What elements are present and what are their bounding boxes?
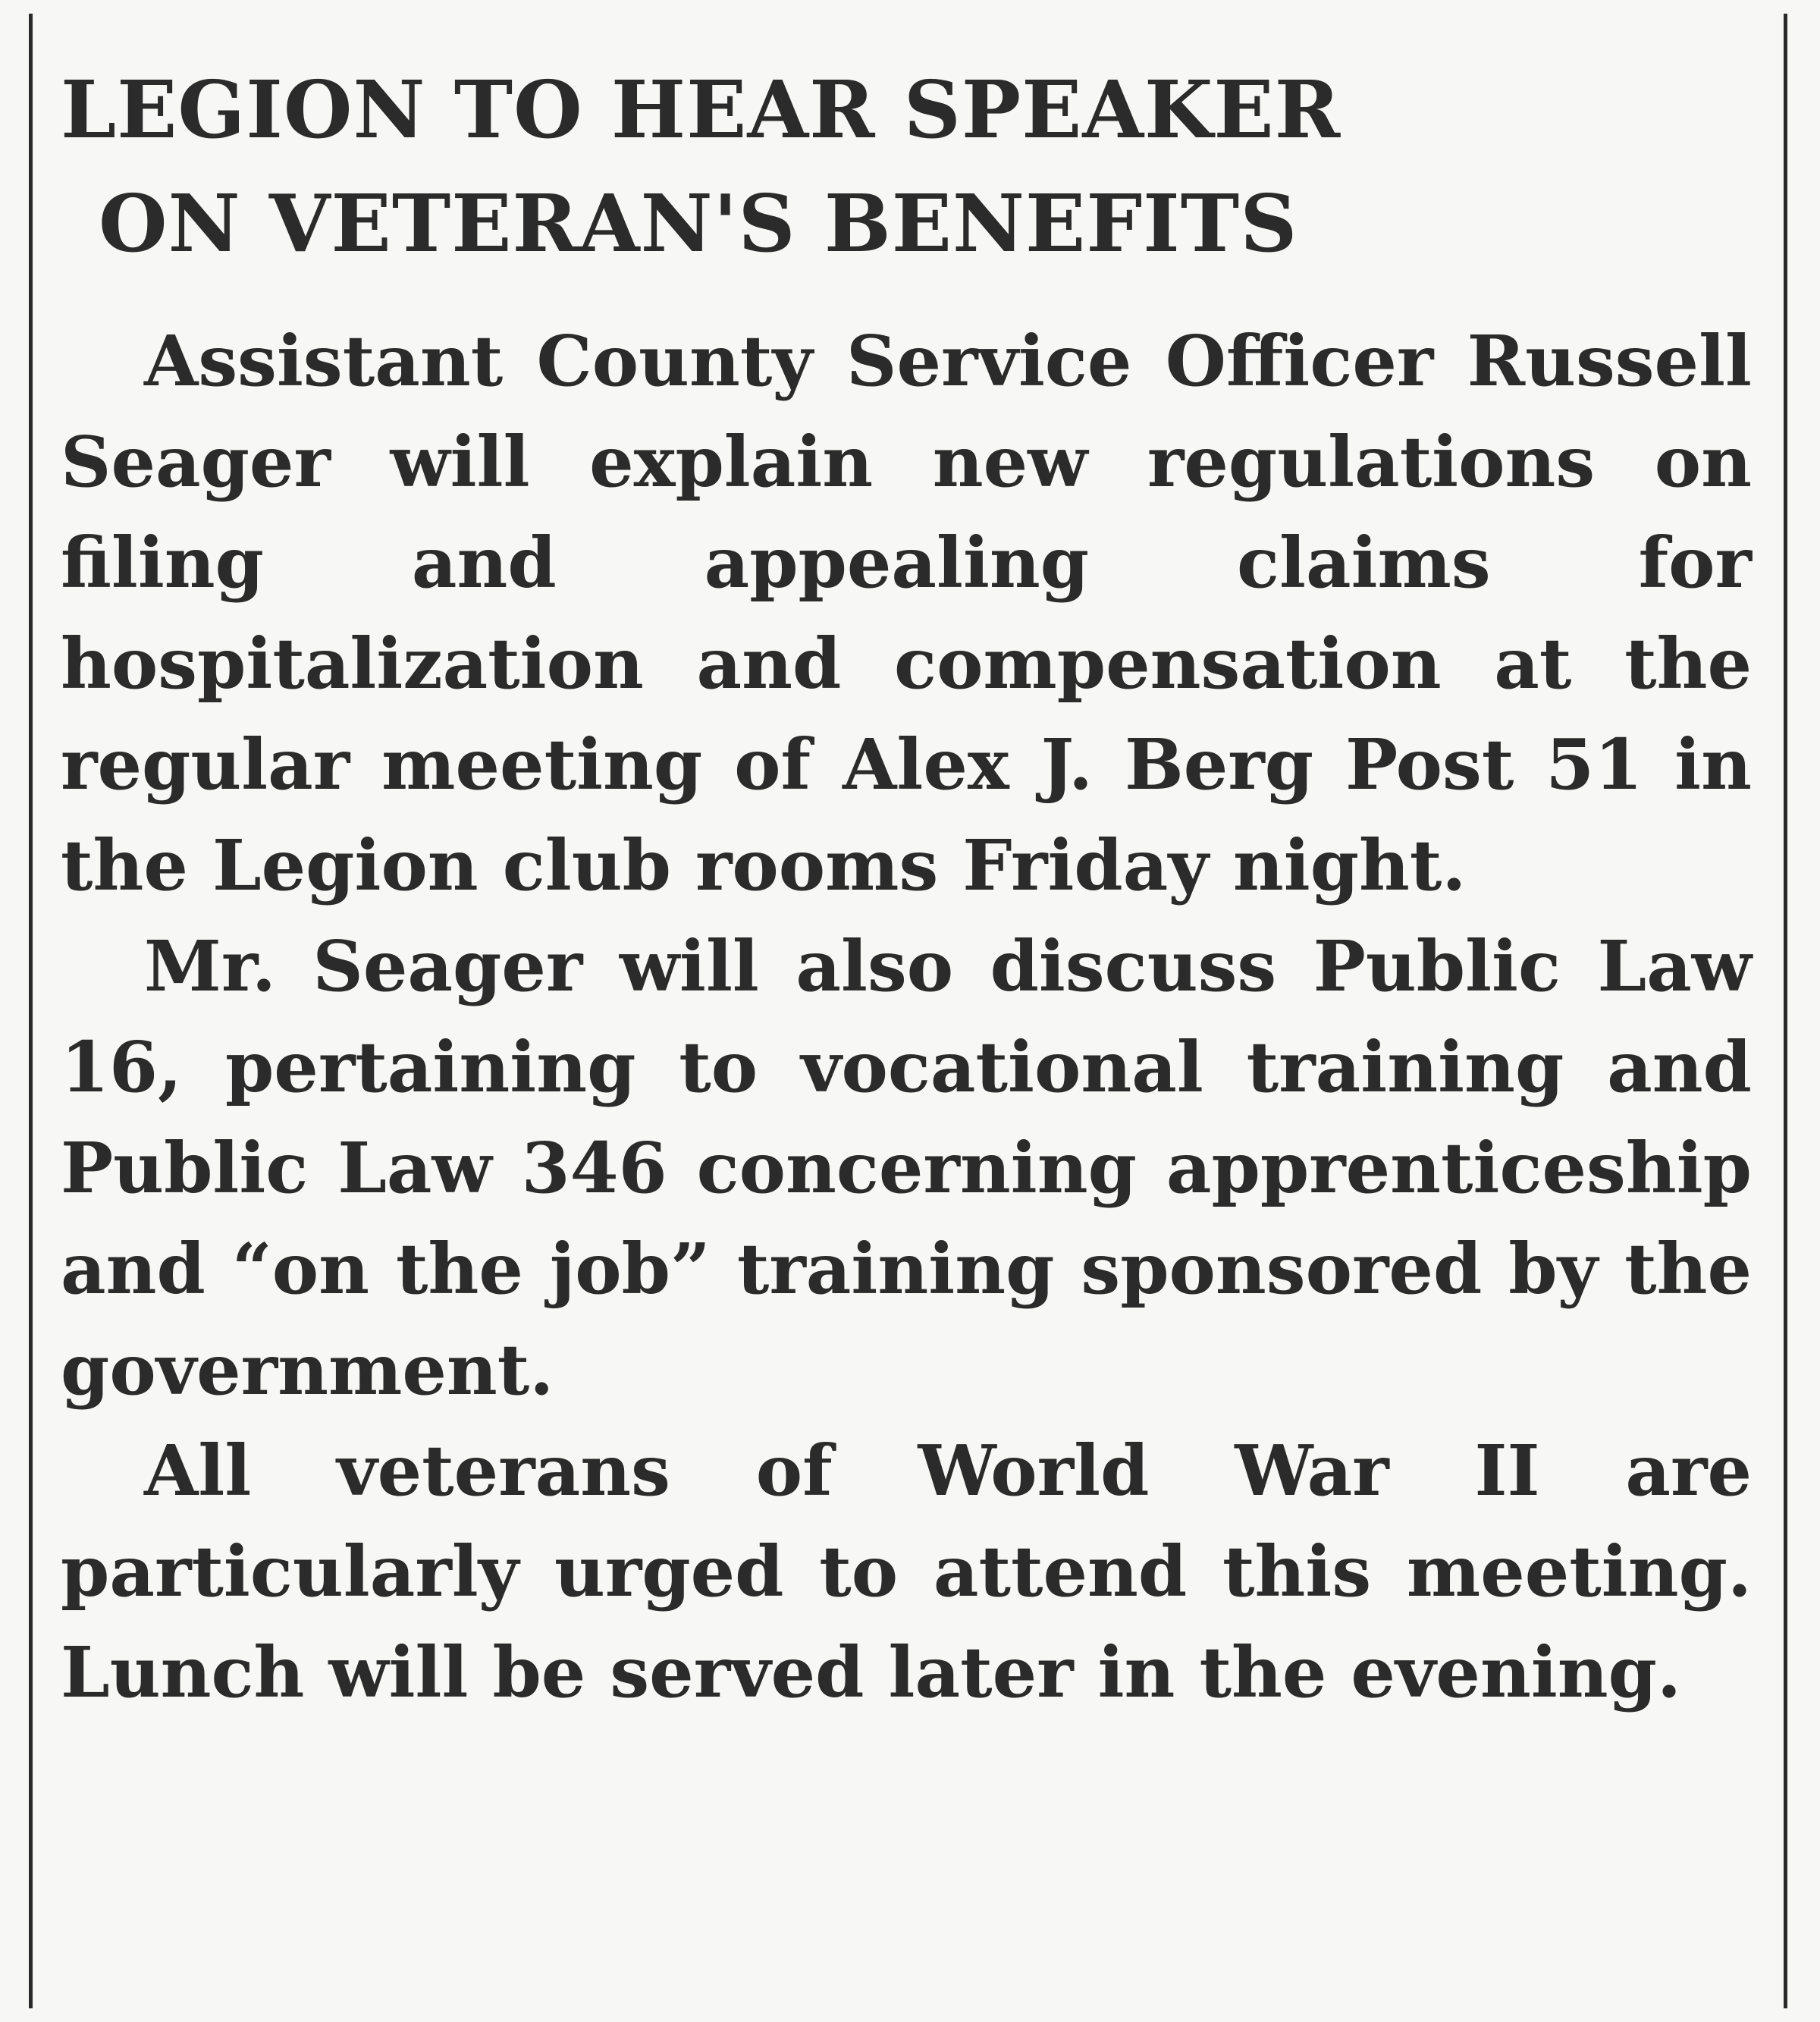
left-column-rule bbox=[29, 14, 33, 2008]
article bbox=[61, 53, 1752, 1723]
paragraph-3: All veterans of World War II are particularly urged to attend this meeting. Lunch will be served later in the evening. bbox=[61, 1430, 1752, 1713]
paragraph-2: Mr. Seager will also discuss Public Law 16, pertaining to vocational training and Public Law 346 concerning apprenticeship and “on the job” training sponsored by the government. bbox=[61, 925, 1752, 1411]
headline-line-2: ON VETERAN'S BENEFITS bbox=[99, 177, 1298, 270]
right-column-rule bbox=[1784, 14, 1787, 2008]
headline bbox=[61, 53, 1752, 281]
paragraph-1: Assistant County Service Officer Russell Seager will explain new regulations on filing and appealing claims for hospitalization and compensation at the regular meeting of Alex J. Berg Post 51 in the Legion club rooms Friday night. bbox=[61, 320, 1752, 906]
headline-line-1: LEGION TO HEAR SPEAKER bbox=[61, 63, 1341, 156]
